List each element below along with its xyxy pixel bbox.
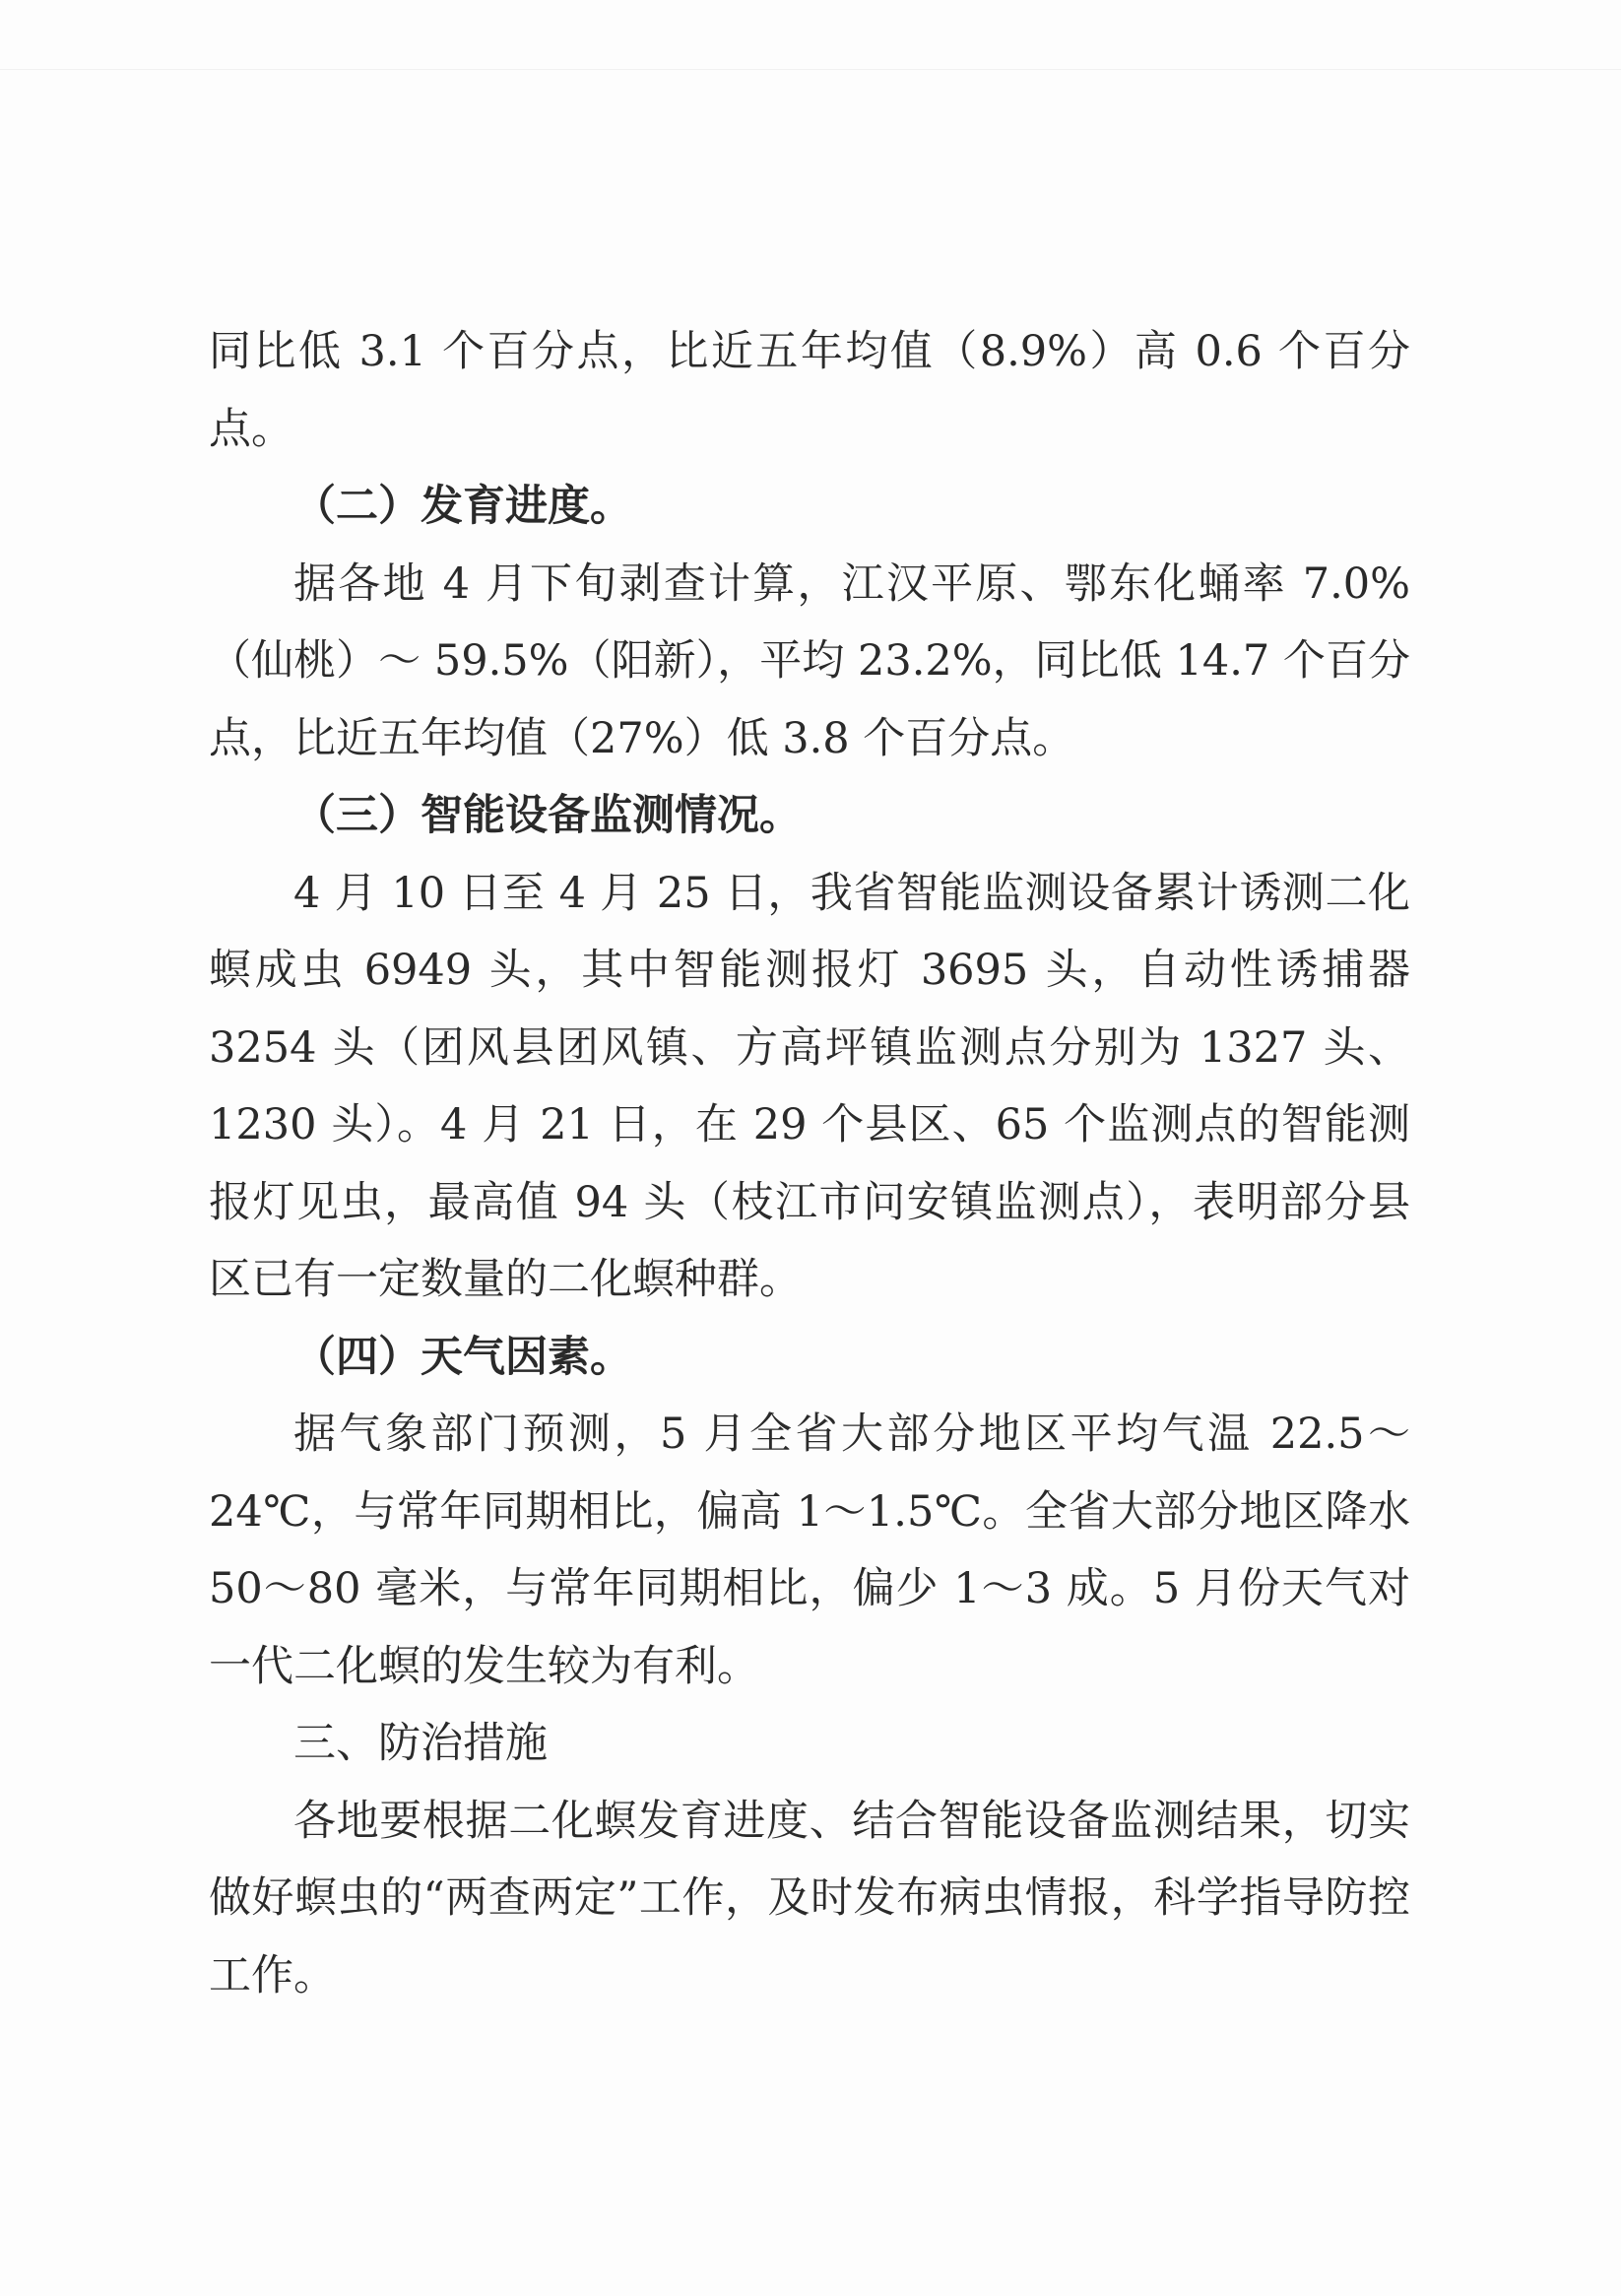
subheading-development-progress: （二）发育进度。	[293, 482, 632, 531]
section-heading-control-measures: 三、防治措施	[293, 1719, 548, 1768]
subheading-weather-factors: （四）天气因素。	[293, 1332, 632, 1382]
subheading-smart-monitoring: （三）智能设备监测情况。	[293, 791, 802, 840]
page-top-edge	[0, 69, 1621, 70]
paragraph-pupation-rate: 据各地 4 月下旬剥查计算，江汉平原、鄂东化蛹率 7.0%（仙桃）～ 59.5%（阳新），平均 23.2%，同比低 14.7 个百分点，比近五年均值（27%）低 3.8 个百分点。	[209, 558, 1410, 763]
paragraph-weather-forecast: 据气象部门预测，5 月全省大部分地区平均气温 22.5～24℃，与常年同期相比，偏高 1～1.5℃。全省大部分地区降水 50～80 毫米，与常年同期相比，偏少 1～3 成。5 月份天气对一代二化螟的发生较为有利。	[209, 1410, 1410, 1691]
paragraph-control-measures: 各地要根据二化螟发育进度、结合智能设备监测结果，切实做好螟虫的“两查两定”工作，及时发布病虫情报，科学指导防控工作。	[209, 1796, 1410, 2001]
paragraph-monitoring-results: 4 月 10 日至 4 月 25 日，我省智能监测设备累计诱测二化螟成虫 6949 头，其中智能测报灯 3695 头，自动性诱捕器 3254 头（团风县团风镇、方高坪镇监测点分别为 1327 头、1230 头）。4 月 21 日，在 29 个县区、65 个监测点的智能测报灯见虫，最高值 94 头（枝江市问安镇监测点），表明部分县区已有一定数量的二化螟种群。	[209, 868, 1410, 1304]
paragraph-continued: 同比低 3.1 个百分点，比近五年均值（8.9%）高 0.6 个百分点。	[209, 327, 1410, 454]
document-body	[209, 313, 1410, 2014]
